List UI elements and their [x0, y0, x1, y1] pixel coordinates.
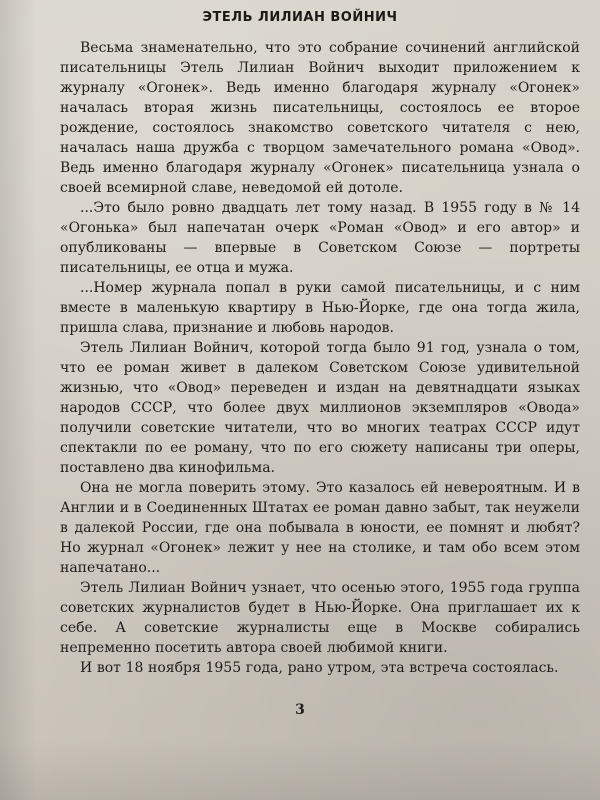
paragraph-7: И вот 18 ноября 1955 года, рано утром, эта встреча состоялась. [80, 660, 559, 676]
page-number: 3 [295, 702, 305, 718]
paragraph-6: Этель Лилиан Войнич узнает, что осенью этого, 1955 года группа советских журналистов будет в Нью-Йорке. Она приглашает их к себе. А советские журналисты еще в Москве собирались непременно посетить автора своей любимой книги. [60, 580, 580, 656]
article-body [60, 38, 580, 678]
paragraph-2: ...Это было ровно двадцать лет тому назад. В 1955 году в № 14 «Огонька» был напечатан очерк «Роман «Овод» и его автор» и опубликованы — впервые в Советском Союзе — портреты писательницы, ее отца и мужа. [60, 200, 580, 276]
page-edge-shadow [0, 0, 36, 800]
page-bottom-shadow [0, 740, 600, 800]
paragraph-1: Весьма знаменательно, что это собрание сочинений английской писательницы Этель Лилиан Войнич выходит приложением к журналу «Огонек». Ведь именно благодаря журналу «Огонек» началась вторая жизнь писательницы, состоялось ее второе рождение, состоялось знакомство советского читателя с нею, началась наша дружба с творцом замечательного романа «Овод». Ведь именно благодаря журналу «Огонек» писательница узнала о своей всемирной славе, неведомой ей дотоле. [60, 40, 580, 196]
paragraph-5: Она не могла поверить этому. Это казалось ей невероятным. И в Англии и в Соединенных Штатах ее роман давно забыт, так неужели в далекой России, где она побывала в юности, ее помнят и любят? Но журнал «Огонек» лежит у нее на столике, и там обо всем этом напечатано... [60, 480, 580, 576]
paragraph-4: Этель Лилиан Войнич, которой тогда было 91 год, узнала о том, что ее роман живет в далеком Советском Союзе удивительной жизнью, что «Овод» переведен и издан на девятнадцати языках народов СССР, что более двух миллионов экземпляров «Овода» получили советские читатели, что во многих театрах СССР идут спектакли по ее роману, что по его сюжету написаны три оперы, поставлено два кинофильма. [60, 340, 580, 476]
page-title: ЭТЕЛЬ ЛИЛИАН ВОЙНИЧ [202, 10, 398, 25]
paragraph-3: ...Номер журнала попал в руки самой писательницы, и с ним вместе в маленькую квартиру в Нью-Йорке, где она тогда жила, пришла слава, признание и любовь народов. [60, 280, 580, 336]
